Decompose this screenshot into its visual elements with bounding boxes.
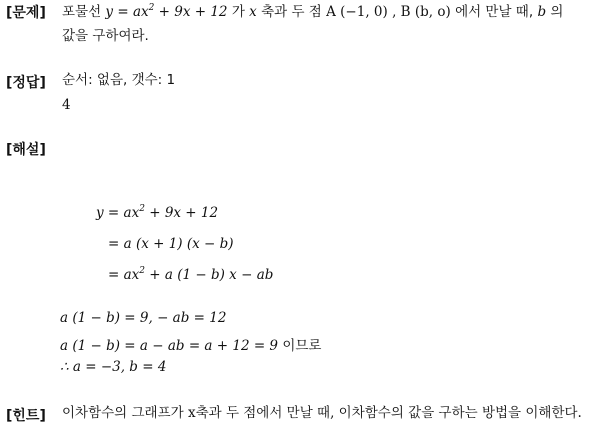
problem-axis-text: 축과 두 점 bbox=[261, 4, 322, 20]
problem-mid-text: 가 bbox=[231, 4, 245, 20]
problem-tag: [문제] bbox=[6, 5, 46, 21]
hint-tag: [힌트] bbox=[6, 408, 46, 424]
problem-axis-var: x bbox=[249, 4, 257, 20]
explanation-eq6: ∴ a = −3, b = 4 bbox=[60, 359, 167, 375]
hint-text: 이차함수의 그래프가 x축과 두 점에서 만날 때, 이차함수의 값을 구하는 방법을 이해한다. bbox=[62, 405, 582, 421]
explanation-eq3: = $ax^2 + a$ (1 − b) x − ab bbox=[108, 266, 274, 283]
problem-line2: 값을 구하여라. bbox=[62, 28, 149, 44]
explanation-eq1: $y = ax^2 + 9x + 12$ bbox=[96, 204, 219, 221]
answer-line1: 순서: 없음, 갯수: 1 bbox=[62, 72, 176, 88]
problem-end-text: 에서 만날 때, bbox=[455, 4, 534, 20]
problem-target-var: b bbox=[537, 4, 547, 20]
explanation-eq5: a (1 − b) = a − ab = a + 12 = 9 이므로 bbox=[60, 338, 322, 354]
problem-intro: 포물선 bbox=[62, 4, 102, 20]
explanation-eq2: = a (x + 1) (x − b) bbox=[108, 236, 234, 252]
problem-point-a: A (−1, 0) , bbox=[326, 4, 397, 20]
answer-tag: [정답] bbox=[6, 75, 46, 91]
problem-equation: $y = ax^2 + 9x + 12$ bbox=[105, 3, 228, 20]
problem-point-b: B (b, o) bbox=[400, 4, 451, 20]
explanation-eq4: a (1 − b) = 9, − ab = 12 bbox=[60, 310, 227, 326]
answer-value: 4 bbox=[62, 97, 71, 113]
problem-text bbox=[62, 0, 588, 48]
problem-of-text: 의 bbox=[550, 4, 564, 20]
explanation-tag: [해설] bbox=[6, 142, 46, 158]
